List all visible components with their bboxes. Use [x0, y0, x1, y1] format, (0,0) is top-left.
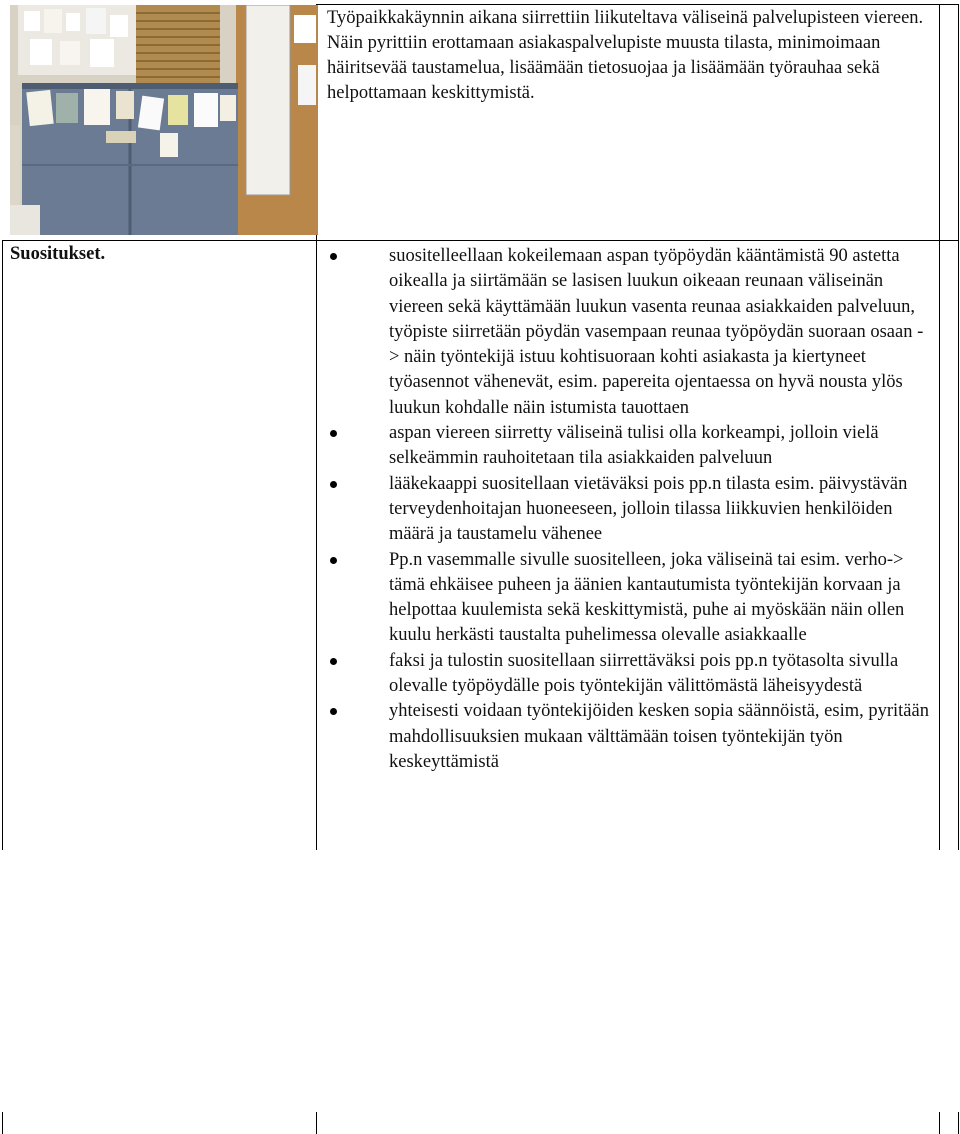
list-item-text: yhteisesti voidaan työntekijöiden kesken sopia säännöistä, esim, pyritään mahdollisuuksien mukaan välttämään toisen työntekijän työn keskeyttämistä	[389, 701, 929, 772]
bullet-icon	[330, 708, 337, 715]
list-item	[330, 649, 932, 700]
bullet-icon	[330, 481, 337, 488]
list-item	[330, 421, 932, 472]
list-item	[330, 244, 932, 421]
list-item	[330, 699, 932, 775]
column-divider-right	[939, 4, 940, 850]
next-row-right-border	[958, 1112, 959, 1134]
recommendations-label: Suositukset.	[10, 244, 106, 264]
table-right-border	[958, 4, 959, 850]
row-divider	[2, 240, 959, 241]
list-item-text: faksi ja tulostin suositellaan siirrettäväksi pois pp.n työtasolta sivulla olevalle työpöydälle pois työntekijän välittömästä läheisyydestä	[389, 650, 899, 697]
table-left-border	[2, 240, 3, 850]
list-item-text: aspan viereen siirretty väliseinä tulisi olla korkeampi, jolloin vielä selkeämmin rauhoitetaan tila asiakkaiden palveluun	[389, 423, 879, 469]
next-row-column-divider	[316, 1112, 317, 1134]
list-item-text: lääkekaappi suositellaan vietäväksi pois pp.n tilasta esim. päivystävän terveydenhoitajan huoneeseen, jolloin tilassa liikkuvien henkilöiden määrä ja taustamelu vähenee	[389, 473, 908, 545]
list-item-text: suositelleellaan kokeilemaan aspan työpöydän kääntämistä 90 astetta oikealla ja siirtämään se lasisen luukun oikeaan reunaan väliseinän viereen sekä käyttämään luukun vasenta reunaa asiakkaiden palveluun, työpiste siirretään pöydän vasempaan reunaa työpöydän suoraan osaan -> näin työntekijä istuu kohtisuoraan kohti asiakasta ja kiertyneet työasennot vähenevät, esim. papereita ojentaessa on hyvä nousta ylös luukun kohdalle näin istumista tauottaen	[389, 246, 924, 418]
table-top-border	[316, 4, 959, 5]
intro-paragraph: Työpaikkakäynnin aikana siirrettiin liikuteltava väliseinä palvelupisteen viereen. Näin pyrittiin erottamaan asiakaspalvelupiste muusta tilasta, minimoimaan häiritsevää taustamelua, lisäämään tietosuojaa ja lisäämään työrauhaa sekä helpottamaan keskittymistä.	[327, 8, 924, 103]
bullet-icon	[330, 557, 337, 564]
next-row-column-divider-right	[939, 1112, 940, 1134]
next-row-left-border	[2, 1112, 3, 1134]
list-item	[330, 472, 932, 548]
recommendations-list	[330, 244, 932, 775]
bullet-icon	[330, 253, 337, 260]
bullet-icon	[330, 658, 337, 665]
list-item	[330, 548, 932, 649]
list-item-text: Pp.n vasemmalle sivulle suositelleen, joka väliseinä tai esim. verho-> tämä ehkäisee puheen ja äänien kantautumista työntekijän korvaan ja helpottaa kuulemista sekä keskittymistä, puhe ai myöskään näin ollen kuulu herkästi taustalta puhelimessa olevalle asiakkaalle	[389, 549, 905, 646]
workstation-photo	[10, 5, 318, 235]
bullet-icon	[330, 430, 337, 437]
